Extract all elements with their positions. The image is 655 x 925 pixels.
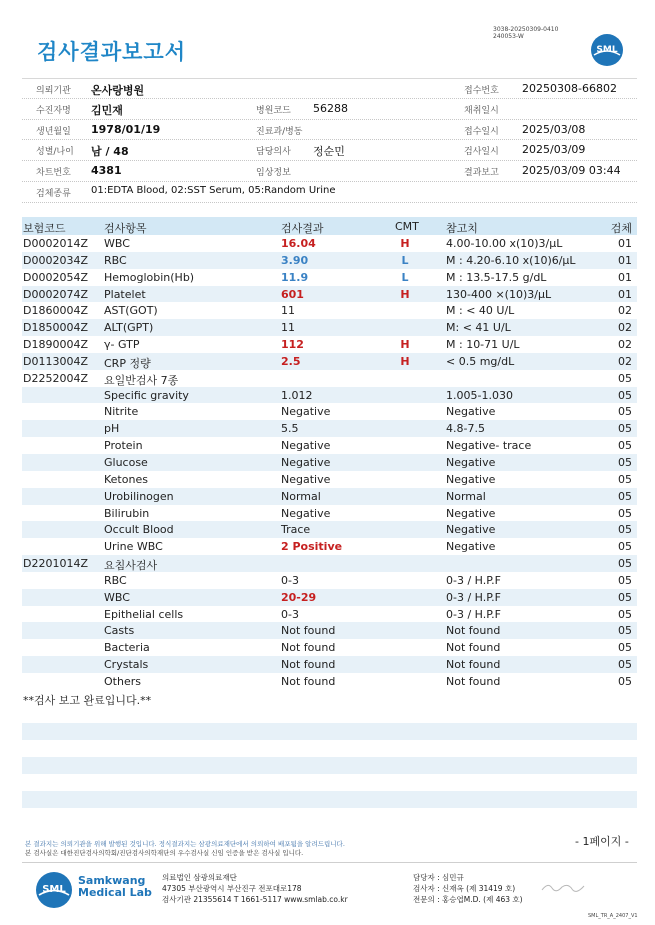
doctor-value: 정순민 bbox=[313, 145, 345, 159]
test-name-cell: 요침사검사 bbox=[104, 559, 158, 573]
page-title: 검사결과보고서 bbox=[37, 40, 187, 64]
table-row bbox=[22, 269, 637, 286]
code-cell: D2252004Z bbox=[23, 371, 88, 385]
end-row bbox=[22, 690, 637, 707]
table-row bbox=[22, 235, 637, 252]
result-value-cell: Not found bbox=[281, 641, 336, 655]
page-number: - 1페이지 - bbox=[575, 835, 629, 848]
result-value-cell: 20-29 bbox=[281, 590, 317, 604]
reference-cell: 4.8-7.5 bbox=[446, 422, 485, 436]
result-value-cell: 11 bbox=[281, 321, 295, 335]
info-row bbox=[22, 120, 637, 141]
info-label: 의뢰기관 bbox=[36, 86, 71, 96]
receipt-no-value: 20250308-66802 bbox=[522, 82, 617, 95]
result-value-cell: 2 Positive bbox=[281, 540, 343, 554]
reference-cell: Not found bbox=[446, 641, 501, 655]
cmt-flag-cell: L bbox=[401, 270, 409, 284]
code-cell: D0113004Z bbox=[23, 354, 88, 368]
requester-value: 온사랑병원 bbox=[91, 84, 145, 97]
test-name-cell: Hemoglobin(Hb) bbox=[104, 270, 195, 284]
info-label: 결과보고 bbox=[464, 168, 499, 179]
code-cell: D1890004Z bbox=[23, 338, 88, 352]
code-cell: D2201014Z bbox=[23, 557, 88, 571]
test-name-cell: WBC bbox=[104, 590, 130, 604]
table-row bbox=[22, 420, 637, 437]
table-row bbox=[22, 622, 637, 639]
staff-line: 검사자 : 신재옥 (제 31419 호) bbox=[413, 884, 516, 893]
table-row bbox=[22, 505, 637, 522]
sex-age-value: 남 / 48 bbox=[91, 145, 129, 159]
specimen-cell: 01 bbox=[618, 287, 632, 301]
receipt-date-value: 2025/03/08 bbox=[522, 122, 586, 136]
result-value-cell: Negative bbox=[281, 455, 331, 469]
specimen-cell: 01 bbox=[618, 270, 632, 284]
reference-cell: Negative bbox=[446, 523, 496, 537]
staff-line: 전문의 : 홍승엽M.D. (제 463 호) bbox=[413, 895, 523, 904]
specimen-cell: 05 bbox=[618, 472, 632, 486]
table-row bbox=[22, 656, 637, 673]
code-cell: D0002054Z bbox=[23, 270, 88, 284]
reference-cell: M : 10-71 U/L bbox=[446, 338, 520, 352]
test-name-cell: Bacteria bbox=[104, 641, 150, 655]
code-cell: D0002014Z bbox=[23, 237, 88, 250]
test-name-cell: WBC bbox=[104, 237, 130, 250]
result-value-cell: 3.90 bbox=[281, 253, 309, 267]
staff-line: 담당자 : 심민규 bbox=[413, 873, 464, 882]
result-value-cell: 2.5 bbox=[281, 354, 301, 368]
info-row bbox=[22, 140, 637, 161]
report-date-value: 2025/03/09 03:44 bbox=[522, 164, 621, 178]
sml-footer-logo-text: SML bbox=[42, 884, 66, 895]
table-row bbox=[22, 572, 637, 589]
table-header bbox=[22, 217, 637, 235]
result-value-cell: 11.9 bbox=[281, 270, 309, 284]
result-value-cell: Not found bbox=[281, 658, 336, 672]
test-date-value: 2025/03/09 bbox=[522, 143, 586, 157]
table-row bbox=[22, 403, 637, 420]
specimen-cell: 02 bbox=[618, 321, 632, 335]
table-row bbox=[22, 639, 637, 656]
org-info bbox=[162, 872, 348, 905]
result-value-cell: Negative bbox=[281, 472, 331, 486]
sml-logo-icon bbox=[590, 33, 624, 67]
cmt-flag-cell: H bbox=[400, 237, 410, 250]
code-cell: D0002074Z bbox=[23, 287, 88, 301]
test-name-cell: γ- GTP bbox=[104, 338, 140, 352]
reference-cell: M: < 41 U/L bbox=[446, 321, 511, 335]
code-cell: D0002034Z bbox=[23, 253, 88, 267]
patient-info-block bbox=[22, 78, 637, 203]
reference-cell: Not found bbox=[446, 658, 501, 672]
patient-value: 김민재 bbox=[91, 103, 123, 117]
table-row bbox=[22, 488, 637, 505]
document-code-line: 240053-W bbox=[493, 33, 524, 40]
reference-cell: Not found bbox=[446, 674, 501, 688]
document-code bbox=[493, 26, 558, 40]
test-name-cell: Others bbox=[104, 674, 141, 688]
header-ref: 참고치 bbox=[446, 222, 478, 235]
table-row bbox=[22, 387, 637, 404]
specimen-cell: 05 bbox=[618, 439, 632, 453]
specimen-cell: 05 bbox=[618, 590, 632, 604]
result-value-cell: Normal bbox=[281, 489, 321, 503]
header-cmt: CMT bbox=[395, 220, 419, 233]
brand-line: Samkwang bbox=[78, 874, 146, 887]
specimen-cell: 05 bbox=[618, 371, 632, 385]
info-label: 생년월일 bbox=[36, 126, 71, 137]
header-code: 보험코드 bbox=[23, 222, 66, 235]
specimen-cell: 05 bbox=[618, 388, 632, 402]
info-label: 진료과/병동 bbox=[256, 126, 303, 137]
table-row bbox=[22, 454, 637, 471]
reference-cell: Negative bbox=[446, 540, 496, 554]
test-name-cell: AST(GOT) bbox=[104, 304, 158, 318]
table-row bbox=[22, 353, 637, 370]
table-row bbox=[22, 589, 637, 606]
table-row bbox=[22, 471, 637, 488]
org-line: 의료법인 삼광의료재단 bbox=[162, 873, 237, 882]
org-line: 47305 부산광역시 부산진구 전포대로178 bbox=[162, 884, 302, 893]
header-value: 검사결과 bbox=[281, 222, 324, 235]
reference-cell: Negative bbox=[446, 455, 496, 469]
result-value-cell: Negative bbox=[281, 439, 331, 453]
test-name-cell: pH bbox=[104, 422, 120, 436]
test-name-cell: RBC bbox=[104, 253, 127, 267]
reference-cell: 4.00-10.00 x(10)3/μL bbox=[446, 237, 563, 250]
reference-cell: Normal bbox=[446, 489, 486, 503]
result-value-cell: Not found bbox=[281, 674, 336, 688]
result-value-cell: 0-3 bbox=[281, 607, 299, 621]
reference-cell: Negative bbox=[446, 472, 496, 486]
table-row bbox=[22, 336, 637, 353]
test-name-cell: Occult Blood bbox=[104, 523, 174, 537]
info-label: 임상정보 bbox=[256, 168, 291, 179]
table-row bbox=[22, 538, 637, 555]
test-name-cell: Crystals bbox=[104, 658, 149, 672]
reference-cell: < 0.5 mg/dL bbox=[446, 354, 515, 368]
table-row bbox=[22, 319, 637, 336]
specimen-cell: 05 bbox=[618, 641, 632, 655]
test-name-cell: Glucose bbox=[104, 455, 148, 469]
staff-info bbox=[413, 872, 523, 905]
birth-value: 1978/01/19 bbox=[91, 122, 161, 136]
result-value-cell: 0-3 bbox=[281, 573, 299, 587]
result-value-cell: Not found bbox=[281, 624, 336, 638]
result-value-cell: Trace bbox=[281, 523, 311, 537]
result-value-cell: 5.5 bbox=[281, 422, 299, 436]
header-specimen: 검체 bbox=[610, 222, 632, 235]
test-name-cell: Urine WBC bbox=[104, 540, 163, 554]
specimen-cell: 01 bbox=[618, 253, 632, 267]
cmt-flag-cell: L bbox=[401, 253, 409, 267]
table-row bbox=[22, 370, 637, 387]
document-code-line: 3038-20250309-0410 bbox=[493, 26, 559, 33]
specimen-cell: 05 bbox=[618, 506, 632, 520]
signature-icon bbox=[540, 880, 590, 894]
result-value-cell: 1.012 bbox=[281, 388, 313, 402]
chart-no-value: 4381 bbox=[91, 164, 122, 178]
test-name-cell: Protein bbox=[104, 439, 143, 453]
table-row bbox=[22, 673, 637, 690]
brand-name bbox=[78, 875, 152, 899]
table-row bbox=[22, 555, 637, 572]
test-name-cell: Ketones bbox=[104, 472, 148, 486]
reference-cell: M : < 40 U/L bbox=[446, 304, 515, 318]
specimen-cell: 05 bbox=[618, 422, 632, 436]
reference-cell: 130-400 ×(10)3/μL bbox=[446, 287, 552, 301]
table-row bbox=[22, 521, 637, 538]
sml-footer-logo-icon bbox=[35, 871, 73, 909]
specimen-cell: 05 bbox=[618, 523, 632, 537]
info-label: 담당의사 bbox=[256, 147, 291, 158]
specimen-cell: 05 bbox=[618, 455, 632, 469]
specimen-cell: 05 bbox=[618, 674, 632, 688]
reference-cell: Negative bbox=[446, 506, 496, 520]
table-row bbox=[22, 606, 637, 623]
result-value-cell: Negative bbox=[281, 506, 331, 520]
info-label: 채취일시 bbox=[464, 105, 499, 116]
result-value-cell: 16.04 bbox=[281, 237, 316, 250]
test-name-cell: Bilirubin bbox=[104, 506, 150, 520]
reference-cell: 0-3 / H.P.F bbox=[446, 607, 501, 621]
cmt-flag-cell: H bbox=[400, 338, 410, 352]
info-label: 성별/나이 bbox=[36, 147, 74, 158]
test-name-cell: RBC bbox=[104, 573, 127, 587]
test-name-cell: CRP 정량 bbox=[104, 356, 151, 370]
info-label: 차트번호 bbox=[36, 168, 71, 179]
specimen-cell: 02 bbox=[618, 338, 632, 352]
reference-cell: M : 13.5-17.5 g/dL bbox=[446, 270, 547, 284]
test-name-cell: 요일반검사 7종 bbox=[104, 373, 179, 387]
info-row bbox=[22, 99, 637, 120]
specimen-cell: 02 bbox=[618, 354, 632, 368]
reference-cell: Not found bbox=[446, 624, 501, 638]
header-name: 검사항목 bbox=[104, 222, 147, 235]
result-value-cell: 11 bbox=[281, 304, 295, 318]
specimen-cell: 05 bbox=[618, 573, 632, 587]
test-name-cell: Platelet bbox=[104, 287, 146, 301]
specimen-value: 01:EDTA Blood, 02:SST Serum, 05:Random Urine bbox=[91, 184, 336, 196]
code-cell: D1850004Z bbox=[23, 321, 88, 335]
specimen-cell: 05 bbox=[618, 624, 632, 638]
footer-note: 본 검사실은 대한진단검사의학회/진단검사의학재단의 우수검사실 신임 인증을 받은 검사실 입니다. bbox=[25, 849, 304, 857]
sml-logo-text: SML bbox=[596, 45, 618, 55]
code-cell: D1860004Z bbox=[23, 304, 88, 318]
reference-cell: 1.005-1.030 bbox=[446, 388, 513, 402]
info-label: 검사일시 bbox=[464, 147, 499, 158]
result-value-cell: 601 bbox=[281, 287, 304, 301]
table-row bbox=[22, 302, 637, 319]
test-name-cell: Nitrite bbox=[104, 405, 139, 419]
footer-notes bbox=[25, 840, 345, 858]
reference-cell: 0-3 / H.P.F bbox=[446, 573, 501, 587]
info-label: 접수일시 bbox=[464, 126, 499, 137]
info-label: 수진자명 bbox=[36, 105, 71, 116]
document-id: SML_TR_A_2407_V1 bbox=[588, 913, 638, 919]
table-row bbox=[22, 252, 637, 269]
specimen-cell: 05 bbox=[618, 489, 632, 503]
end-text: **검사 보고 완료입니다.** bbox=[23, 693, 152, 707]
info-row bbox=[22, 161, 637, 182]
specimen-cell: 01 bbox=[618, 237, 632, 250]
result-value-cell: 112 bbox=[281, 338, 304, 352]
test-name-cell: Epithelial cells bbox=[104, 607, 184, 621]
result-value-cell: Negative bbox=[281, 405, 331, 419]
brand-line: Medical Lab bbox=[78, 886, 152, 899]
info-label: 병원코드 bbox=[256, 105, 291, 116]
info-label: 검체종류 bbox=[36, 188, 71, 199]
table-row bbox=[22, 286, 637, 303]
specimen-cell: 05 bbox=[618, 540, 632, 554]
table-body bbox=[22, 235, 637, 690]
info-row bbox=[22, 182, 637, 203]
specimen-cell: 02 bbox=[618, 304, 632, 318]
specimen-cell: 05 bbox=[618, 607, 632, 621]
reference-cell: 0-3 / H.P.F bbox=[446, 590, 501, 604]
info-row bbox=[22, 78, 637, 99]
hospital-code-value: 56288 bbox=[313, 101, 348, 115]
info-label: 접수번호 bbox=[464, 86, 499, 96]
reference-cell: Negative bbox=[446, 405, 496, 419]
test-name-cell: Casts bbox=[104, 624, 135, 638]
specimen-cell: 05 bbox=[618, 557, 632, 571]
table-row bbox=[22, 437, 637, 454]
reference-cell: M : 4.20-6.10 x(10)6/μL bbox=[446, 253, 576, 267]
specimen-cell: 05 bbox=[618, 658, 632, 672]
specimen-cell: 05 bbox=[618, 405, 632, 419]
footer-note: 본 결과지는 의뢰기관을 위해 발행된 것입니다. 정식결과지는 삼광의료재단에서 의뢰하여 배포됨을 알려드립니다. bbox=[25, 840, 345, 848]
reference-cell: Negative- trace bbox=[446, 439, 532, 453]
org-line: 검사기관 21355614 T 1661-5117 www.smlab.co.kr bbox=[162, 895, 348, 904]
test-name-cell: ALT(GPT) bbox=[104, 321, 154, 335]
test-name-cell: Urobilinogen bbox=[104, 489, 174, 503]
cmt-flag-cell: H bbox=[400, 287, 410, 301]
test-name-cell: Specific gravity bbox=[104, 388, 189, 402]
results-table bbox=[22, 217, 637, 808]
cmt-flag-cell: H bbox=[400, 354, 410, 368]
